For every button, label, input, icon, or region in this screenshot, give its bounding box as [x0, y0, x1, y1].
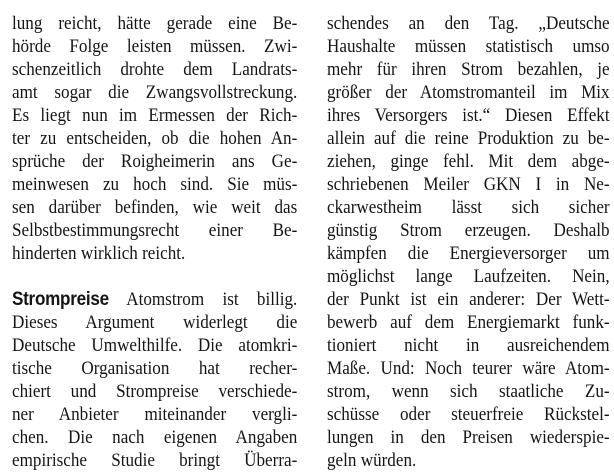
- article-line: sprüche der Roigheimerin ans Ge-: [12, 151, 298, 172]
- article-line: ter zu entscheiden, ob die hohen An-: [12, 128, 298, 149]
- article-line: tioniert nicht in ausreichendem: [327, 335, 610, 356]
- text-column-left: [12, 12, 297, 472]
- paragraph: [327, 12, 610, 472]
- article-line: strom, wenn sich staatliche Zu-: [327, 381, 610, 402]
- article-line: chen. Die nach eigenen Angaben: [12, 427, 298, 448]
- article-line: chiert und Strompreise verschiede-: [12, 381, 298, 402]
- article-line: empirische Studie bringt Überra-: [12, 450, 298, 471]
- paragraph: [12, 12, 297, 265]
- article-line: sen darüber befinden, wie weit das: [12, 197, 298, 218]
- section-lead-heading: Strompreise: [12, 289, 109, 310]
- article-line: Selbstbestimmungsrecht einer Be-: [12, 220, 298, 241]
- article-line: ckarwestheim lässt sich sicher: [327, 197, 610, 218]
- article-line-text: Atomstrom ist billig.: [126, 289, 298, 310]
- article-line: tische Organisation hat recher-: [12, 358, 298, 379]
- article-line: Haushalte müssen statistisch umso: [327, 36, 610, 57]
- article-line: meinwesen zu hoch sind. Sie müs-: [12, 174, 298, 195]
- article-line: Dieses Argument widerlegt die: [12, 312, 298, 333]
- article-line: Deutsche Umwelthilfe. Die atomkri-: [12, 335, 298, 356]
- article-line: der Punkt ist ein anderer: Der Wett-: [327, 289, 610, 310]
- article-line: [12, 288, 297, 311]
- article-line: Maße. Und: Noch teurer wäre Atom-: [327, 358, 610, 379]
- article-line: ihres Versorgers ist.“ Diesen Effekt: [327, 105, 610, 126]
- article-line: möglichst lange Laufzeiten. Nein,: [327, 266, 610, 287]
- article-line: allein auf die reine Produktion zu be-: [327, 128, 610, 149]
- article-line: günstig Strom erzeugen. Deshalb: [327, 220, 610, 241]
- article-line: größer der Atomstromanteil im Mix: [327, 82, 610, 103]
- article-line: amt sogar die Zwangsvollstreckung.: [12, 82, 298, 103]
- article-line: bewerb auf dem Energiemarkt funk-: [327, 312, 610, 333]
- text-column-right: [327, 12, 610, 472]
- paragraph: [12, 288, 297, 472]
- article-line: Es liegt nun im Ermessen der Rich-: [12, 105, 298, 126]
- article-line: schenzeitlich drohte dem Landrats-: [12, 59, 298, 80]
- article-line: ziehen, ginge fehl. Mit dem abge-: [327, 151, 610, 172]
- article-line: kämpfen die Energieversorger um: [327, 243, 610, 264]
- article-line: schriebenen Meiler GKN I in Ne-: [327, 174, 610, 195]
- article-line: mehr für ihren Strom bezahlen, je: [327, 59, 610, 80]
- article-line: ner Anbieter miteinander vergli-: [12, 404, 298, 425]
- article-line: lung reicht, hätte gerade eine Be-: [12, 13, 298, 34]
- article-line: lungen in den Preisen wiederspie-: [327, 427, 610, 448]
- article-line: hinderten wirklich reicht.: [12, 243, 186, 264]
- article-line: geln würden.: [327, 450, 417, 471]
- article-line: schüsse oder steuerfreie Rückstel-: [327, 404, 610, 425]
- article-line: schendes an den Tag. „Deutsche: [327, 13, 610, 34]
- article-line: hörde Folge leisten müssen. Zwi-: [12, 36, 298, 57]
